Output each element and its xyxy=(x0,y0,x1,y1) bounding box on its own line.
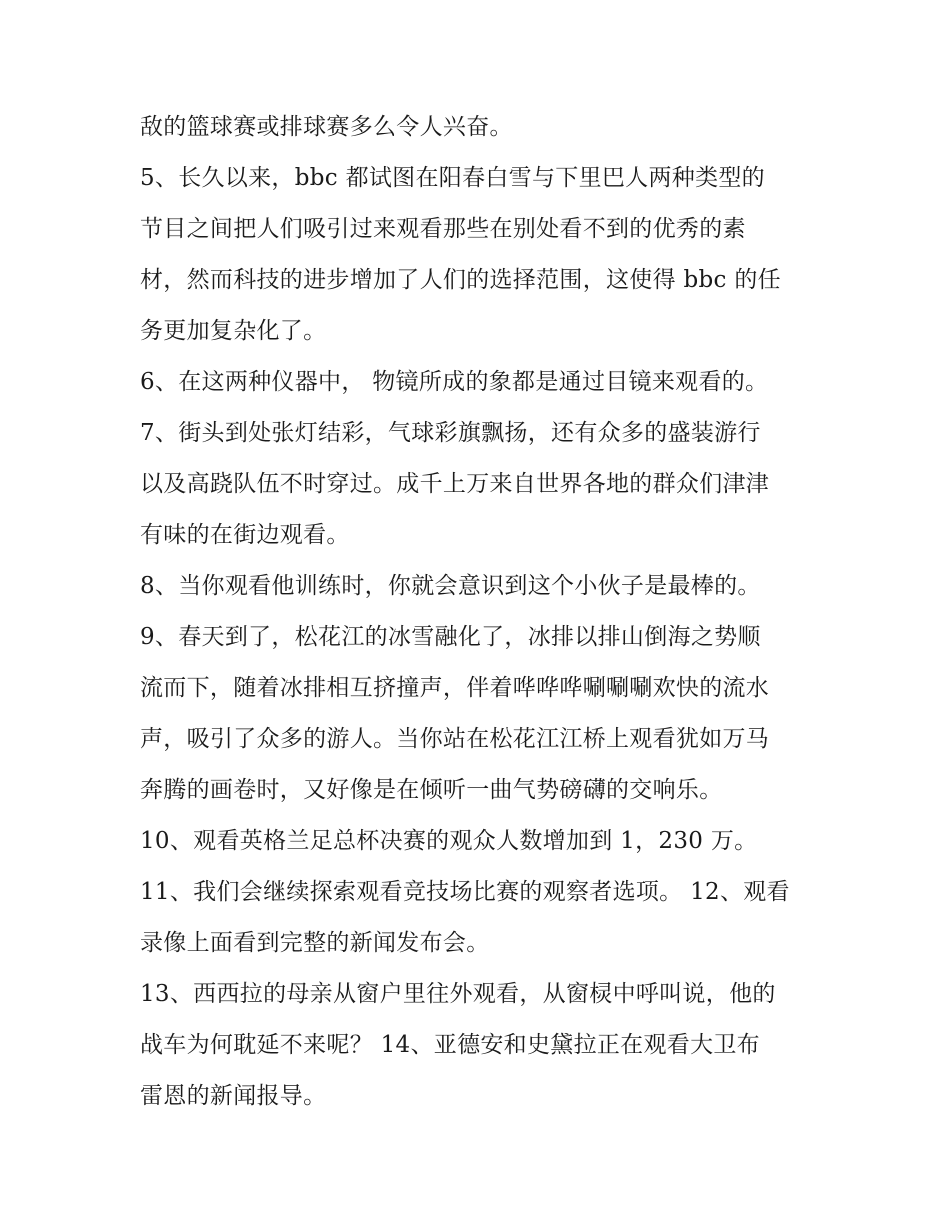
document-body xyxy=(140,102,820,1122)
text-line: 有味的在街边观看。 xyxy=(140,522,350,548)
text-line: 战车为何耽延不来呢？ 14、亚德安和史黛拉正在观看大卫布 xyxy=(140,1032,760,1058)
text-line: 流而下，随着冰排相互挤撞声，伴着哗哗哗唰唰唰欢快的流水 xyxy=(140,675,770,701)
text-line: 雷恩的新闻报导。 xyxy=(140,1083,327,1109)
text-line: 声，吸引了众多的游人。当你站在松花江江桥上观看犹如万马 xyxy=(140,726,770,752)
text-line: 11、我们会继续探索观看竞技场比赛的观察者选项。 12、观看 xyxy=(140,879,790,905)
text-line: 8、当你观看他训练时，你就会意识到这个小伙子是最棒的。 xyxy=(140,573,761,599)
text-line: 13、西西拉的母亲从窗户里往外观看，从窗棂中呼叫说，他的 xyxy=(140,981,776,1007)
text-line: 材，然而科技的进步增加了人们的选择范围，这使得 bbc 的任 xyxy=(140,267,781,293)
text-line: 9、春天到了，松花江的冰雪融化了，冰排以排山倒海之势顺 xyxy=(140,624,761,650)
text-line: 7、街头到处张灯结彩，气球彩旗飘扬，还有众多的盛装游行 xyxy=(140,420,761,446)
text-line: 10、观看英格兰足总杯决赛的观众人数增加到 1，230 万。 xyxy=(140,828,758,854)
text-line: 录像上面看到完整的新闻发布会。 xyxy=(140,930,490,956)
text-line: 务更加复杂化了。 xyxy=(140,318,327,344)
text-line: 6、在这两种仪器中， 物镜所成的象都是通过目镜来观看的。 xyxy=(140,369,769,395)
text-line: 节目之间把人们吸引过来观看那些在别处看不到的优秀的素 xyxy=(140,216,746,242)
text-line: 5、长久以来，bbc 都试图在阳春白雪与下里巴人两种类型的 xyxy=(140,165,765,191)
text-line: 奔腾的画卷时，又好像是在倾听一曲气势磅礴的交响乐。 xyxy=(140,777,723,803)
text-line: 敌的篮球赛或排球赛多么令人兴奋。 xyxy=(140,114,513,140)
text-line: 以及高跷队伍不时穿过。成千上万来自世界各地的群众们津津 xyxy=(140,471,770,497)
